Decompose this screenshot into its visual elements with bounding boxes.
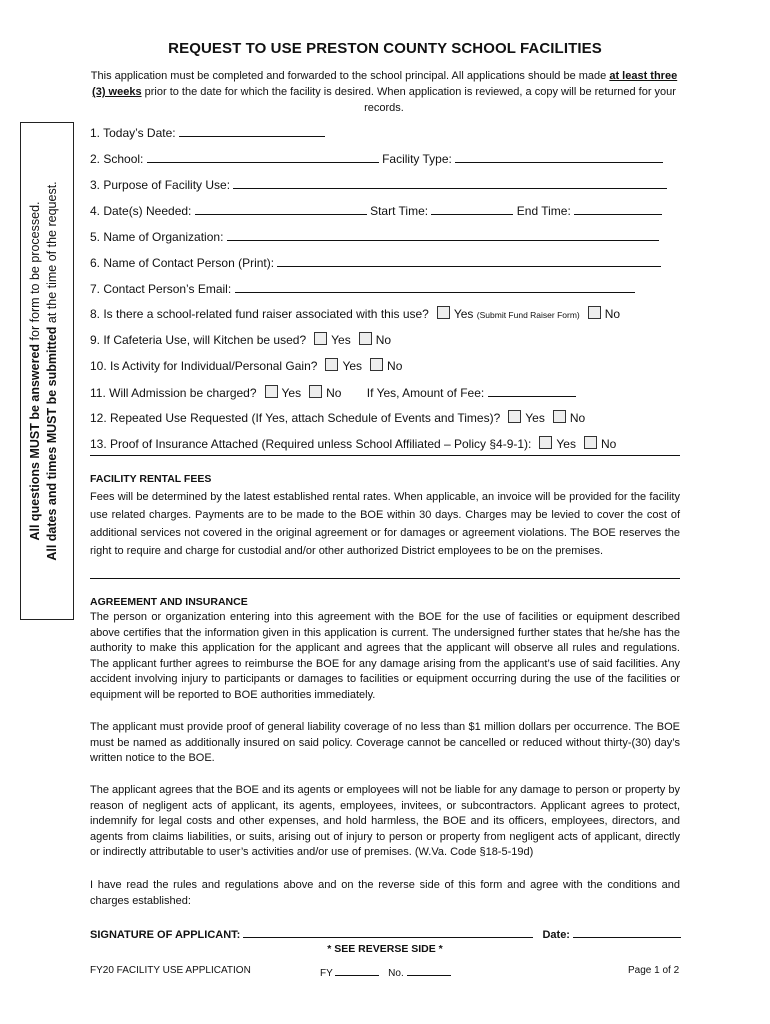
question-13 [90, 436, 616, 451]
admission-yes-label: Yes [281, 386, 302, 400]
question-11-label: 11. Will Admission be charged? [90, 386, 257, 400]
repeated-use-yes-checkbox[interactable] [508, 410, 521, 423]
dates-needed-field[interactable] [195, 202, 367, 215]
kitchen-yes-label: Yes [331, 333, 351, 347]
question-12-label: 12. Repeated Use Requested (If Yes, attach Schedule of Events and Times)? [90, 411, 501, 425]
school-field[interactable] [147, 150, 379, 163]
fundraiser-note: (Submit Fund Raiser Form) [476, 310, 580, 320]
side-notice-box [20, 122, 74, 620]
signature-row [90, 926, 681, 941]
page-title: REQUEST TO USE PRESTON COUNTY SCHOOL FACILITIES [168, 40, 602, 57]
signature-field[interactable] [243, 926, 533, 938]
question-4 [90, 202, 662, 218]
organization-field[interactable] [227, 228, 659, 241]
side-line2-rest: at the time of the request. [45, 181, 59, 327]
question-1-label: 1. Today’s Date: [90, 126, 176, 140]
insurance-no-label: No [600, 437, 617, 451]
end-time-field[interactable] [574, 202, 662, 215]
personal-gain-yes-label: Yes [342, 359, 363, 373]
question-8 [90, 306, 620, 321]
question-5 [90, 228, 659, 244]
side-line1-bold: All questions MUST be answered [28, 343, 42, 541]
personal-gain-no-label: No [387, 359, 403, 373]
fundraiser-no-label: No [604, 307, 621, 321]
footer-page-number: Page 1 of 2 [628, 965, 680, 976]
signature-date-field[interactable] [573, 926, 681, 938]
insurance-yes-checkbox[interactable] [539, 436, 552, 449]
question-11 [90, 384, 576, 400]
footer-no-label: No. [388, 968, 404, 979]
intro-emphasis: at least three (3) weeks [92, 70, 678, 98]
fundraiser-no-checkbox[interactable] [588, 306, 601, 319]
side-line2-bold: All dates and times MUST be submitted [45, 326, 59, 561]
question-10-label: 10. Is Activity for Individual/Personal Gain? [90, 359, 318, 373]
question-5-label: 5. Name of Organization: [90, 230, 224, 244]
fundraiser-yes-checkbox[interactable] [437, 306, 450, 319]
question-9-label: 9. If Cafeteria Use, will Kitchen be used? [90, 333, 307, 347]
end-time-label: End Time: [516, 204, 571, 218]
kitchen-no-checkbox[interactable] [359, 332, 372, 345]
contact-person-field[interactable] [277, 254, 661, 267]
side-notice-text [27, 123, 71, 619]
fees-text: Fees will be determined by the latest established rental rates. When applicable, an invoice will be provided for the facility use related charges. Payments are to be made to the BOE within 30 days. Charges may be levied to cover the cost of additional services not covered in the original agreement or for damages or agreement violations. The BOE reserves the right to require and charge for custodial and/or other authorized District employees to be on the premises. [90, 491, 680, 557]
purpose-field[interactable] [233, 176, 667, 189]
question-4-label: 4. Date(s) Needed: [90, 204, 192, 218]
question-6 [90, 254, 661, 270]
footer-form-name: FY20 FACILITY USE APPLICATION [90, 965, 251, 976]
question-9 [90, 332, 391, 347]
admission-no-label: No [326, 386, 342, 400]
question-8-label: 8. Is there a school-related fund raiser associated with this use? [90, 307, 429, 321]
kitchen-yes-checkbox[interactable] [314, 332, 327, 345]
question-13-label: 13. Proof of Insurance Attached (Required unless School Affiliated – Policy §4-9-1): [90, 437, 532, 451]
intro-part1: This application must be completed and forwarded to the school principal. All applications should be made [90, 70, 610, 82]
footer-fy-field[interactable] [335, 965, 379, 976]
side-line1-rest: for form to be processed. [28, 201, 42, 344]
admission-no-checkbox[interactable] [309, 385, 322, 398]
question-2-label: 2. School: [90, 152, 144, 166]
question-1 [90, 124, 325, 140]
repeated-use-no-label: No [569, 411, 586, 425]
footer-fy-label: FY [320, 968, 333, 979]
question-6-label: 6. Name of Contact Person (Print): [90, 256, 275, 270]
fee-amount-field[interactable] [488, 384, 576, 397]
question-10 [90, 358, 402, 373]
fees-heading: FACILITY RENTAL FEES [90, 473, 212, 485]
footer-fy-no [320, 965, 451, 979]
start-time-field[interactable] [431, 202, 513, 215]
question-3-label: 3. Purpose of Facility Use: [90, 178, 231, 192]
fundraiser-yes-label: Yes [453, 307, 474, 321]
divider-1 [90, 455, 680, 456]
agreement-paragraph-2: The applicant must provide proof of general liability coverage of no less than $1 million dollars per occurrence. The BOE must be named as additionally insured on said policy. Coverage cannot be cancelled or reduced without thirty-(30) day’s written notice to the BOE. [90, 721, 680, 764]
divider-2 [90, 578, 680, 579]
personal-gain-yes-checkbox[interactable] [325, 358, 338, 371]
intro-part2: prior to the date for which the facility is desired. When application is reviewed, a copy will be returned for your records. [141, 86, 676, 114]
admission-yes-checkbox[interactable] [265, 385, 278, 398]
insurance-yes-label: Yes [556, 437, 576, 451]
facility-type-field[interactable] [455, 150, 663, 163]
intro-text [86, 68, 682, 116]
question-12 [90, 410, 585, 425]
start-time-label: Start Time: [370, 204, 429, 218]
agreement-paragraph-1: The person or organization entering into this agreement with the BOE for the use of facilities or equipment described above certifies that the information given in this application is current. The undersigned further states that he/she has the authority to make this application for the applicant and agrees that the applicant will observe all rules and regulations. The applicant further agrees to reimburse the BOE for any damage arising from the applicant’s use of said facilities. Any accident involving injury to participants or damages to facilities or equipment occurring during the use of the facilities or equipment will be reported to BOE authorities immediately. [90, 611, 680, 701]
question-7-label: 7. Contact Person’s Email: [90, 282, 232, 296]
insurance-no-checkbox[interactable] [584, 436, 597, 449]
agreement-paragraph-3: The applicant agrees that the BOE and its agents or employees will not be liable for any damage to person or property by reason of negligent acts of applicant, its agents, employees, invitees, or subcontractors. Applicant agrees to protect, indemnify for legal costs and other expenses, and hold harmless, the BOE and its officers, employees, directors, and agents from claims liabilities, or suits, arising out of injury to person or property from negligent acts of applicant, directly or indirectly attributable to user’s activities and/or use of premises. (W.Va. Code §18-5-19d) [90, 784, 680, 858]
see-reverse-side: * SEE REVERSE SIDE * [327, 943, 443, 955]
kitchen-no-label: No [375, 333, 392, 347]
agreement-heading: AGREEMENT AND INSURANCE [90, 596, 248, 608]
signature-date-label: Date: [542, 929, 570, 941]
question-7 [90, 280, 635, 296]
repeated-use-yes-label: Yes [525, 411, 545, 425]
todays-date-field[interactable] [179, 124, 325, 137]
contact-email-field[interactable] [235, 280, 635, 293]
repeated-use-no-checkbox[interactable] [553, 410, 566, 423]
question-2 [90, 150, 663, 166]
footer-no-field[interactable] [407, 965, 451, 976]
signature-label: SIGNATURE OF APPLICANT: [90, 929, 241, 941]
fee-amount-label: If Yes, Amount of Fee: [366, 386, 485, 400]
facility-type-label: Facility Type: [382, 152, 452, 166]
agreement-paragraph-4: I have read the rules and regulations above and on the reverse side of this form and agree with the conditions and charges established: [90, 879, 680, 907]
personal-gain-no-checkbox[interactable] [370, 358, 383, 371]
question-3 [90, 176, 667, 192]
